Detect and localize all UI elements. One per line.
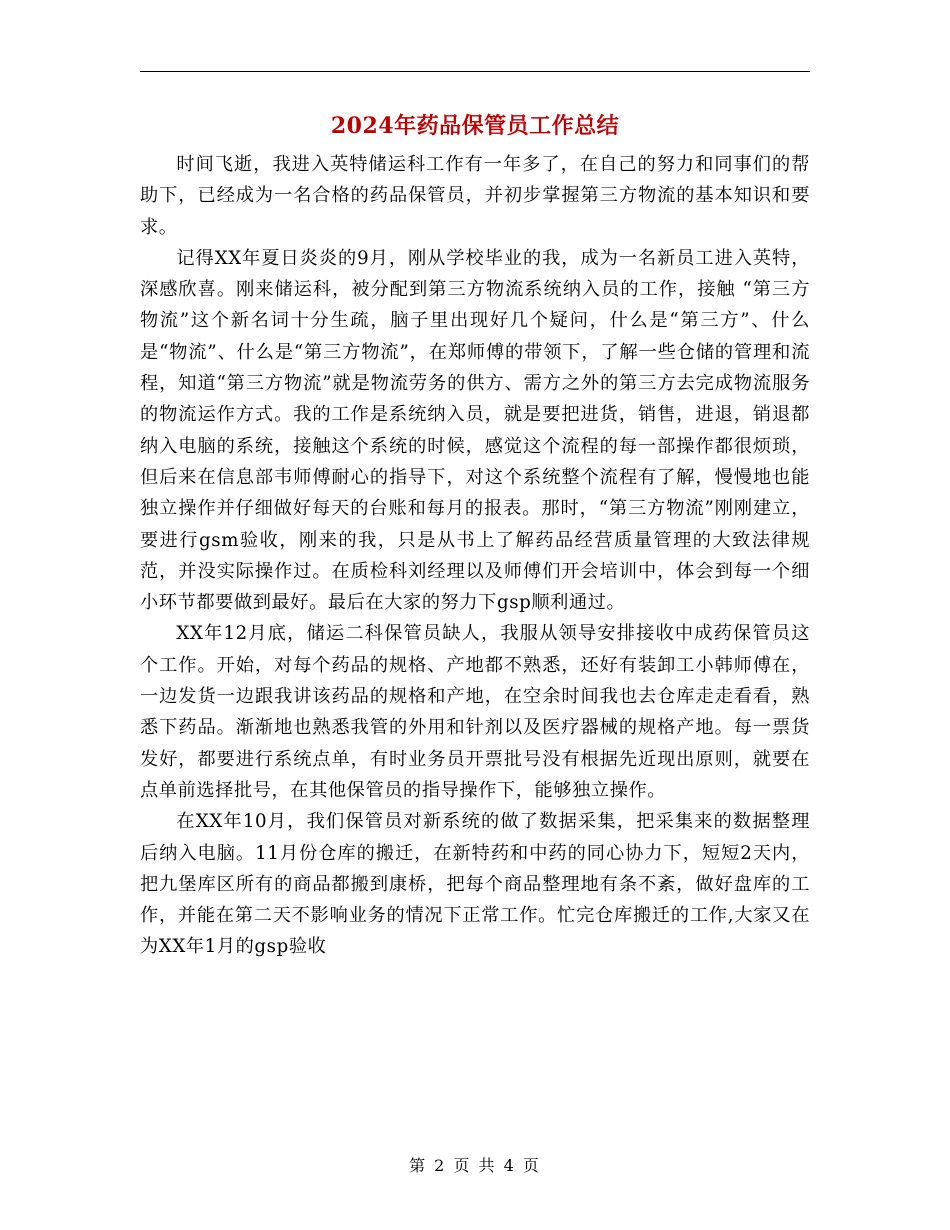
header-rule <box>140 71 810 72</box>
document-title: 2024年药品保管员工作总结 <box>330 113 620 139</box>
paragraph-1: 时间飞逝，我进入英特储运科工作有一年多了，在自己的努力和同事们的帮助下，已经成为一名合格的药品保管员，并初步掌握第三方物流的基本知识和要求。 <box>140 154 810 238</box>
page-footer: 第 2 页 共 4 页 <box>409 1156 541 1175</box>
document-body <box>140 149 810 963</box>
paragraph-2: 记得XX年夏日炎炎的9月，刚从学校毕业的我，成为一名新员工进入英特，深感欣喜。刚来储运科，被分配到第三方物流系统纳入员的工作，接触 “第三方物流”这个新名词十分生疏，脑子里出现好几个疑问，什么是“第三方”、什么是“物流”、什么是“第三方物流”，在郑师傅的带领下，了解一些仓储的管理和流程，知道“第三方物流”就是物流劳务的供方、需方之外的第三方去完成物流服务的物流运作方式。我的工作是系统纳入员，就是要把进货，销售，进退，销退都纳入电脑的系统，接触这个系统的时候，感觉这个流程的每一部操作都很烦琐，但后来在信息部韦师傅耐心的指导下，对这个系统整个流程有了解，慢慢地也能独立操作并仔细做好每天的台账和每月的报表。那时，“第三方物流”刚刚建立，要进行gsm验收，刚来的我，只是从书上了解药品经营质量管理的大致法律规范，并没实际操作过。在质检科刘经理以及师傅们开会培训中，体会到每一个细小环节都要做到最好。最后在大家的努力下gsp顺利通过。 <box>140 247 810 614</box>
paragraph-4: 在XX年10月，我们保管员对新系统的做了数据采集，把采集来的数据整理后纳入电脑。11月份仓库的搬迁，在新特药和中药的同心协力下，短短2天内，把九堡库区所有的商品都搬到康桥，把每个商品整理地有条不紊，做好盘库的工作，并能在第二天不影响业务的情况下正常工作。忙完仓库搬迁的工作,大家又在为XX年1月的gsp验收 <box>140 811 810 958</box>
paragraph-3: XX年12月底，储运二科保管员缺人，我服从领导安排接收中成药保管员这个工作。开始，对每个药品的规格、产地都不熟悉，还好有装卸工小韩师傅在，一边发货一边跟我讲该药品的规格和产地，在空余时间我也去仓库走走看看，熟悉下药品。渐渐地也熟悉我管的外用和针剂以及医疗器械的规格产地。每一票货发好，都要进行系统点单，有时业务员开票批号没有根据先近现出原则，就要在点单前选择批号，在其他保管员的指导操作下，能够独立操作。 <box>140 623 810 801</box>
